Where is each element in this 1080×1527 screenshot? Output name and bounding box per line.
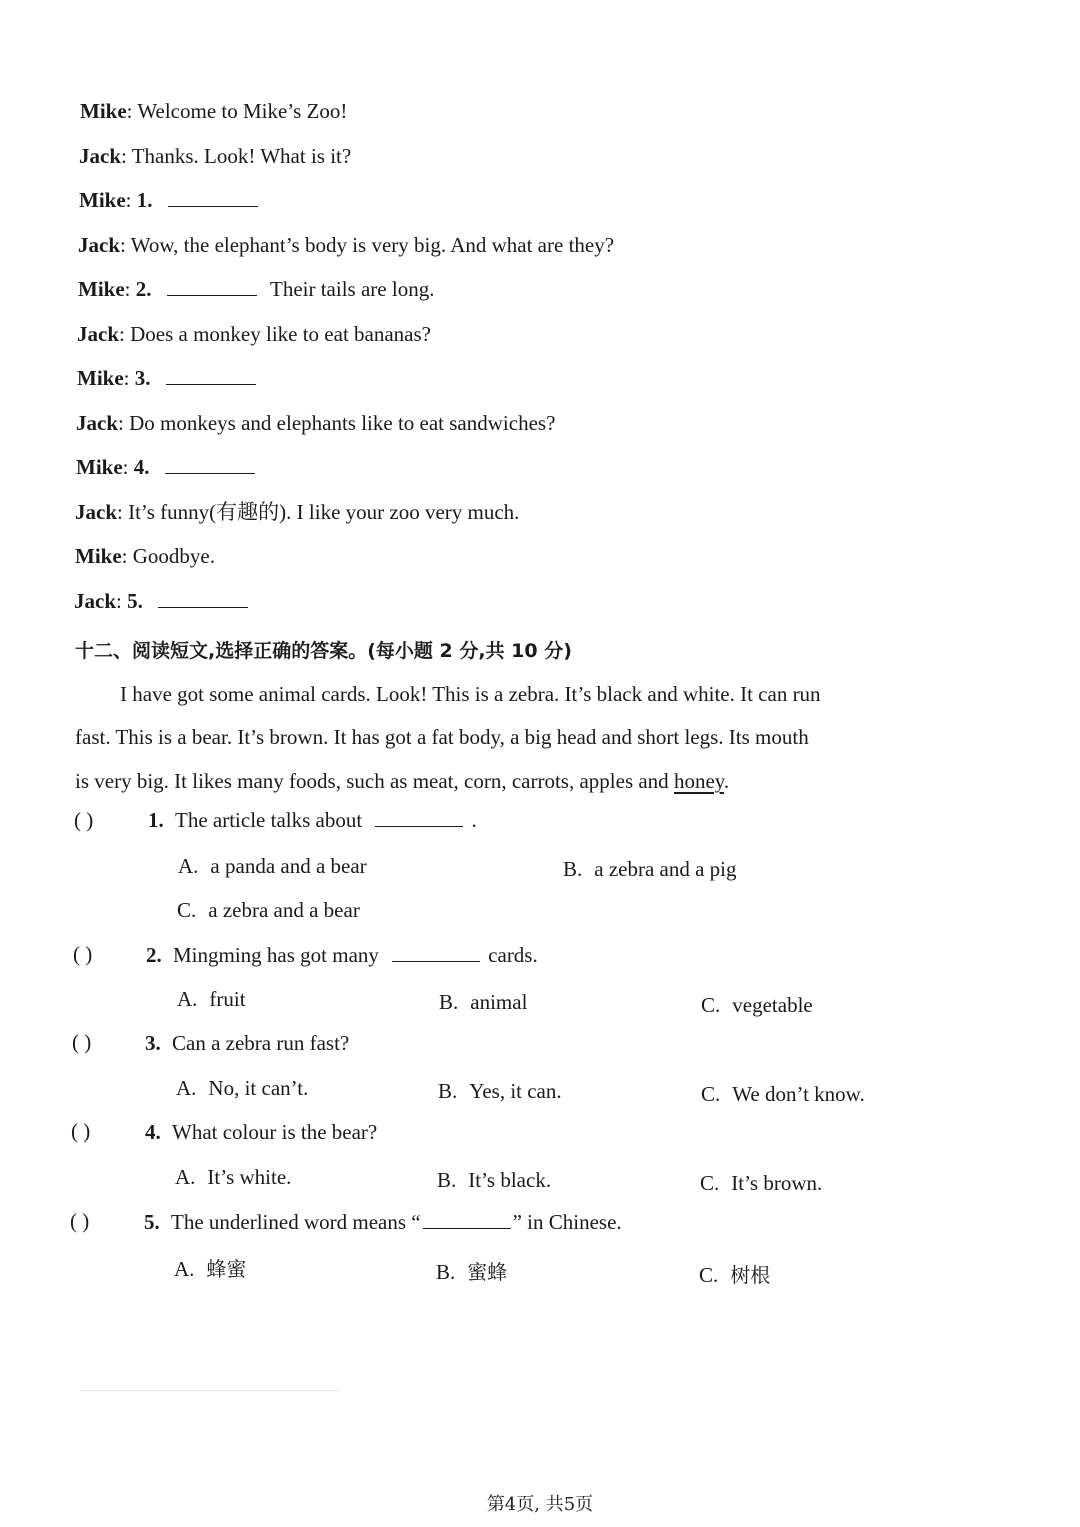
passage-line <box>75 768 975 794</box>
option-text: We don’t know. <box>732 1082 865 1106</box>
question-text <box>144 1210 622 1235</box>
option-text: a zebra and a pig <box>594 857 737 881</box>
speaker-name: Mike <box>76 455 123 479</box>
speaker-name: Jack <box>79 144 121 168</box>
option-text: No, it can’t. <box>208 1076 309 1100</box>
question-number: 1. <box>148 808 164 832</box>
option-b[interactable] <box>563 857 737 882</box>
option-letter: B. <box>438 1079 458 1103</box>
dialogue-line <box>79 143 351 169</box>
option-letter: A. <box>174 1257 195 1281</box>
option-letter: C. <box>701 993 721 1017</box>
item-number: 2. <box>135 277 152 301</box>
option-text: a panda and a bear <box>210 854 367 878</box>
speaker-separator: : <box>119 322 125 346</box>
question-stem: Can a zebra run fast? <box>172 1031 350 1055</box>
question-stem-end: ” in Chinese. <box>512 1210 622 1234</box>
answer-paren[interactable]: ( ) <box>74 808 94 832</box>
passage-text: is very big. It likes many foods, such as meat, corn, carrots, apples and <box>75 769 674 793</box>
answer-blank[interactable] <box>375 808 463 827</box>
option-text: 蜜蜂 <box>467 1260 508 1284</box>
option-a[interactable] <box>178 854 367 879</box>
option-text: vegetable <box>732 993 813 1017</box>
option-b[interactable] <box>439 990 527 1015</box>
answer-paren[interactable]: ( ) <box>70 1209 90 1233</box>
option-text: 蜂蜜 <box>206 1257 247 1281</box>
speaker-name: Jack <box>76 411 118 435</box>
passage-text: fast. This is a bear. It’s brown. It has got a fat body, a big head and short legs. Its mouth <box>75 725 809 749</box>
speaker-separator: : <box>116 589 122 613</box>
option-letter: B. <box>563 857 583 881</box>
option-letter: B. <box>439 990 459 1014</box>
option-text: It’s brown. <box>731 1171 823 1195</box>
question-stem: Mingming has got many <box>173 943 379 967</box>
page-number: 第4页, 共5页 <box>486 1494 594 1515</box>
question-number: 2. <box>146 943 162 967</box>
dialogue-line <box>78 232 614 258</box>
option-c[interactable] <box>699 1259 770 1288</box>
option-c[interactable] <box>177 898 360 923</box>
option-a[interactable] <box>174 1253 246 1282</box>
answer-blank[interactable] <box>166 366 256 385</box>
speaker-separator: : <box>126 99 133 123</box>
speaker-name: Mike <box>75 544 122 568</box>
option-letter: A. <box>176 1076 197 1100</box>
dialogue-text: Does a monkey like to eat bananas? <box>130 322 431 346</box>
option-letter: C. <box>700 1171 720 1195</box>
section-title: 十二、阅读短文,选择正确的答案。(每小题 2 分,共 10 分) <box>75 640 572 662</box>
option-a[interactable] <box>175 1165 291 1190</box>
question-number: 3. <box>145 1031 161 1055</box>
question-number: 5. <box>144 1210 160 1234</box>
dialogue-text: Goodbye. <box>132 544 215 568</box>
speaker-name: Jack <box>74 589 116 613</box>
answer-paren[interactable]: ( ) <box>73 942 93 966</box>
option-b[interactable] <box>437 1168 551 1193</box>
dialogue-line <box>75 543 215 569</box>
dialogue-text: Thanks. Look! What is it? <box>131 144 352 168</box>
dialogue-line <box>80 98 347 124</box>
dialogue-line <box>75 499 519 525</box>
option-letter: A. <box>177 987 198 1011</box>
option-letter: B. <box>437 1168 457 1192</box>
passage-text: . <box>723 769 730 793</box>
option-c[interactable] <box>700 1171 822 1196</box>
speaker-separator: : <box>120 233 126 257</box>
option-c[interactable] <box>701 993 813 1018</box>
question-text <box>148 808 477 833</box>
speaker-name: Jack <box>78 233 120 257</box>
speaker-separator: : <box>124 277 131 301</box>
option-text: a zebra and a bear <box>208 898 360 922</box>
passage-line <box>75 724 975 750</box>
item-number: 5. <box>127 589 143 613</box>
speaker-separator: : <box>121 544 128 568</box>
option-letter: A. <box>175 1165 196 1189</box>
dialogue-line <box>77 365 256 391</box>
speaker-separator: : <box>123 366 130 390</box>
underlined-word: honey <box>673 769 724 793</box>
question-stem: What colour is the bear? <box>172 1120 378 1144</box>
passage-line <box>75 681 975 707</box>
answer-blank[interactable] <box>158 589 248 608</box>
speaker-name: Mike <box>80 99 127 123</box>
item-number: 4. <box>133 455 150 479</box>
option-text: 树根 <box>730 1263 771 1287</box>
option-text: fruit <box>209 987 246 1011</box>
dialogue-text: Do monkeys and elephants like to eat sandwiches? <box>129 411 556 435</box>
option-text: It’s white. <box>207 1165 292 1189</box>
dialogue-line <box>78 276 434 302</box>
option-a[interactable] <box>176 1076 308 1101</box>
answer-paren[interactable]: ( ) <box>72 1030 92 1054</box>
option-letter: C. <box>177 898 197 922</box>
speaker-separator: : <box>125 188 132 212</box>
dialogue-text: Their tails are long. <box>270 277 435 301</box>
speaker-name: Mike <box>79 188 126 212</box>
speaker-name: Mike <box>77 366 124 390</box>
dialogue-text: It’s funny(有趣的). I like your zoo very much. <box>128 500 520 524</box>
dialogue-line <box>79 187 258 213</box>
option-text: It’s black. <box>468 1168 552 1192</box>
question-number: 4. <box>145 1120 161 1144</box>
answer-blank[interactable] <box>392 943 480 962</box>
speaker-name: Mike <box>78 277 125 301</box>
speaker-name: Jack <box>77 322 119 346</box>
dialogue-line <box>76 454 255 480</box>
option-a[interactable] <box>177 987 246 1012</box>
question-stem-end: cards. <box>488 943 538 967</box>
speaker-separator: : <box>121 144 127 168</box>
answer-blank[interactable] <box>167 277 257 296</box>
dialogue-text: Wow, the elephant’s body is very big. And what are they? <box>130 233 615 257</box>
option-letter: C. <box>699 1263 719 1287</box>
passage-text: I have got some animal cards. Look! This is a zebra. It’s black and white. It can run <box>120 682 821 706</box>
question-text <box>146 943 538 968</box>
item-number: 1. <box>136 188 153 212</box>
option-text: Yes, it can. <box>469 1079 562 1103</box>
dialogue-line <box>76 410 555 436</box>
divider <box>80 1390 340 1391</box>
option-text: animal <box>470 990 528 1014</box>
option-b[interactable] <box>438 1079 562 1104</box>
option-letter: C. <box>701 1082 721 1106</box>
speaker-separator: : <box>117 500 123 524</box>
dialogue-line <box>74 588 248 614</box>
question-stem: The underlined word means “ <box>171 1210 421 1234</box>
answer-blank[interactable] <box>168 188 258 207</box>
answer-blank[interactable] <box>423 1210 511 1229</box>
question-text <box>145 1031 349 1056</box>
speaker-separator: : <box>122 455 129 479</box>
dialogue-line <box>77 321 431 347</box>
item-number: 3. <box>134 366 151 390</box>
speaker-name: Jack <box>75 500 117 524</box>
speaker-separator: : <box>118 411 124 435</box>
dialogue-text: Welcome to Mike’s Zoo! <box>137 99 348 123</box>
option-b[interactable] <box>436 1256 507 1285</box>
option-c[interactable] <box>701 1082 865 1107</box>
answer-paren[interactable]: ( ) <box>71 1119 91 1143</box>
answer-blank[interactable] <box>165 455 255 474</box>
question-stem: The article talks about <box>175 808 363 832</box>
question-text <box>145 1120 377 1145</box>
option-letter: B. <box>436 1260 456 1284</box>
question-stem-end: . <box>471 808 477 832</box>
option-letter: A. <box>178 854 199 878</box>
